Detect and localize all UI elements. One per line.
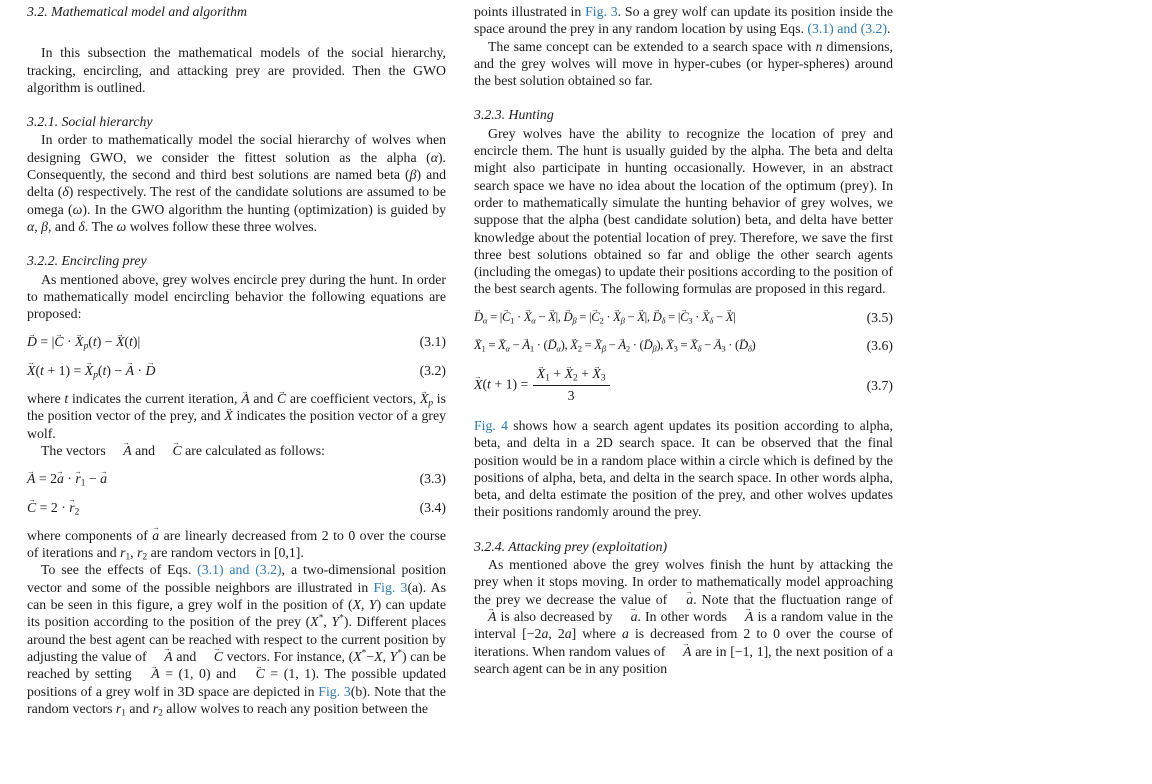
equation-3-1-number: (3.1) bbox=[419, 334, 446, 350]
left-column bbox=[27, 3, 446, 717]
paragraph-where-components: where components of → a are linearly decreased from 2 to 0 over the course of iterations and $r_1$, $r_2$ are random vectors in [0,1]. bbox=[27, 527, 446, 562]
equation-3-5-number: (3.5) bbox=[866, 309, 893, 325]
paragraph-attacking: As mentioned above the grey wolves finish the hunt by attacking the prey when it stops moving. In order to mathematically model approaching the prey we decrease the value of → a. Note that the fluctuation range of → A is also decreased by → a. In other words → A is a random value in the interval [−2a, 2a] where a is decreased from 2 to 0 over the course of iterations. When random values of → A are in [−1, 1], the next position of a search agent can be in any position bbox=[474, 556, 893, 677]
equation-3-7-body: → X(t + 1) = → $\frac{X_1 + \to X_2 + \to X_3}{3}$ bbox=[474, 365, 611, 406]
section-heading-3-2-4: 3.2.4. Attacking prey (exploitation) bbox=[474, 538, 668, 554]
article-text-area bbox=[27, 3, 894, 717]
ref-fig-3[interactable]: Fig. 3 bbox=[585, 4, 618, 19]
equation-3-3-body: → A = 2→ a · → $r_1$ − → a bbox=[27, 470, 107, 487]
equation-3-7-number: (3.7) bbox=[866, 377, 893, 393]
paragraph-points-illustrated: points illustrated in Fig. 3. So a grey wolf can update its position inside the space around the prey in any random location by using Eqs. (3.1) and (3.2). bbox=[474, 4, 894, 37]
equation-3-6 bbox=[474, 337, 893, 354]
ref-eqs-3-1-3-2[interactable]: (3.1) and (3.2) bbox=[197, 562, 282, 578]
equation-3-4-number: (3.4) bbox=[419, 499, 446, 515]
equation-3-4-body: → C = 2 · → $r_2$ bbox=[27, 499, 79, 516]
paragraph-intro: In this subsection the mathematical models of the social hierarchy, tracking, encircling, and attacking prey are provided. Then the GWO algorithm is outlined. bbox=[27, 45, 446, 95]
equation-3-3 bbox=[27, 470, 446, 487]
paragraph-same-concept: The same concept can be extended to a search space with n dimensions, and the grey wolves will move in hyper-cubes (or hyper-spheres) around the best solution obtained so far. bbox=[474, 38, 893, 89]
section-heading-3-2: 3.2. Mathematical model and algorithm bbox=[27, 4, 247, 19]
equation-3-2 bbox=[27, 362, 446, 379]
ref-fig-4[interactable]: Fig. 4 bbox=[474, 417, 508, 433]
ref-eqs-3-1-3-2-b[interactable]: (3.1) and (3.2) bbox=[807, 21, 888, 37]
equation-3-2-number: (3.2) bbox=[419, 362, 446, 378]
paragraph-vectors-calculated: The vectors → A and → C are calculated as follows: bbox=[27, 442, 446, 459]
equation-3-3-number: (3.3) bbox=[419, 471, 446, 487]
right-column bbox=[474, 3, 893, 717]
equation-3-5-body: → $D_\alpha$ = |→ $C_1$ · → $X_\alpha$ − → X|, → $D_\beta$ = |→ $C_2$ · → $X_\beta$ − → X|, → $D_\delta$ = |→ $C_3$ · → $X_\delta$ − → X| bbox=[474, 309, 735, 326]
paragraph-encircling: As mentioned above, grey wolves encircle prey during the hunt. In order to mathematically model encircling behavior the following equations are proposed: bbox=[27, 271, 446, 322]
ref-fig-3b[interactable]: Fig. 3 bbox=[318, 683, 351, 699]
ref-fig-3a[interactable]: Fig. 3 bbox=[373, 579, 408, 595]
equation-3-6-body: → $X_1$ = → $X_\alpha$ − → $A_1$ · (→ $D_\alpha$), → $X_2$ = → $X_\beta$ − → $A_2$ · (→ $D_\beta$), → $X_3$ = → $X_\delta$ − → $A_3$ · (→ $D_\delta$) bbox=[474, 337, 755, 354]
section-heading-3-2-3: 3.2.3. Hunting bbox=[474, 107, 554, 123]
paragraph-social-hierarchy: In order to mathematically model the social hierarchy of wolves when designing GWO, we consider the fittest solution as the alpha (α). Consequently, the second and third best solutions are named beta (β) and delta (δ) respectively. The rest of the candidate solutions are assumed to be omega (ω). In the GWO algorithm the hunting (optimization) is guided by α, β, and δ. The ω wolves follow these three wolves. bbox=[27, 132, 447, 234]
paragraph-where-t: where t indicates the current iteration, → A and → C are coefficient vectors, → $X_p$ is the position vector of the prey, and → X indicates the position vector of a grey wolf. bbox=[27, 390, 446, 442]
equation-3-5 bbox=[474, 309, 893, 326]
equation-3-1 bbox=[27, 333, 446, 353]
equation-3-4 bbox=[27, 499, 446, 516]
section-heading-3-2-1: 3.2.1. Social hierarchy bbox=[27, 114, 153, 130]
equation-3-6-number: (3.6) bbox=[866, 338, 893, 354]
paragraph-to-see-effects: To see the effects of Eqs. (3.1) and (3.2), a two-dimensional position vector and some of the possible neighbors are illustrated in Fig. 3(a). As can be seen in this figure, a grey wolf in the position of (X, Y) can update its position according to the position of the prey (X*, Y*). Different places around the best agent can be reached with respect to the current position by adjusting the value of → A and → C vectors. For instance, (X*−X, Y*) can be reached by setting → A = (1, 0) and → C = (1, 1). The possible updated positions of a grey wolf in 3D space are depicted in Fig. 3(b). Note that the random vectors $r_1$ and $r_2$ allow wolves to reach any position between the bbox=[27, 561, 446, 717]
equation-3-7 bbox=[474, 365, 893, 406]
equation-3-2-body: → X(t + 1) = → $X_p(t)$ − → A · → D bbox=[27, 362, 156, 379]
paragraph-fig-4: Fig. 4 shows how a search agent updates its position according to alpha, beta, and delta in a 2D search space. It can be observed that the final position would be in a random place within a circle which is defined by the positions of alpha, beta, and delta in the search space. In other words alpha, beta, and delta estimate the position of the prey, and other wolves updates their positions randomly around the prey. bbox=[474, 417, 894, 520]
paragraph-hunting: Grey wolves have the ability to recognize the location of prey and encircle them. The hunt is usually guided by the alpha. The beta and delta might also participate in hunting occasionally. However, in an abstract search space we have no idea about the location of the optimum (prey). In order to mathematically simulate the hunting behavior of grey wolves, we suppose that the alpha (best candidate solution) beta, and delta have better knowledge about the potential location of prey. Therefore, we save the first three best solutions obtained so far and oblige the other search agents (including the omegas) to update their positions according to the position of the best search agents. The following formulas are proposed in this regard. bbox=[474, 125, 893, 297]
equation-3-1-body: → D = |→ C · → $X_p(t)$ − → X(t)| bbox=[27, 333, 140, 350]
section-heading-3-2-2: 3.2.2. Encircling prey bbox=[27, 253, 147, 269]
